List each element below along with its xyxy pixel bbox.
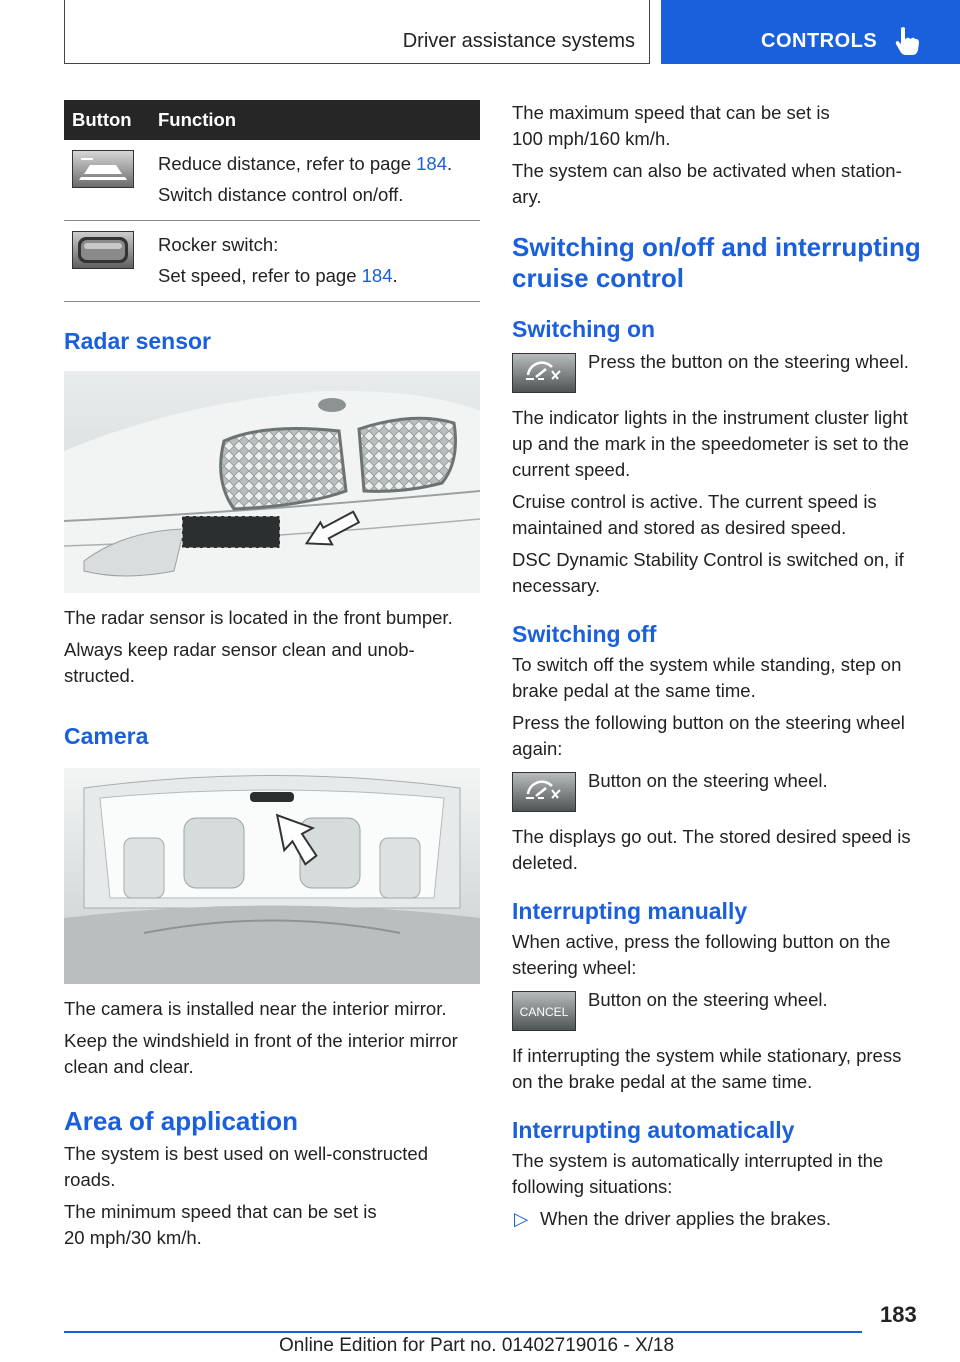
page-number: 183 bbox=[880, 1302, 917, 1327]
switching-on-button-row bbox=[512, 353, 928, 405]
table-header-function: Function bbox=[150, 100, 480, 140]
header-chapter-tab[interactable] bbox=[661, 0, 960, 64]
switching-off-p2b: again: bbox=[512, 738, 563, 759]
application-paragraph-4a: The system can also be activated when station- bbox=[512, 160, 902, 181]
radar-paragraph-2 bbox=[64, 637, 480, 689]
camera-paragraph-2b: clean and clear. bbox=[64, 1056, 194, 1077]
interrupting-manually-paragraph-1 bbox=[512, 929, 928, 981]
application-paragraph-3b: 100 mph/160 km/h. bbox=[512, 128, 671, 149]
radar-paragraph-1: The radar sensor is located in the front bumper. bbox=[64, 607, 453, 628]
switching-on-p1b: up and the mark in the speedometer is set to the bbox=[512, 433, 909, 454]
switching-on-p3a: DSC Dynamic Stability Control is switched on, if bbox=[512, 549, 904, 570]
bullet-text: When the driver applies the brakes. bbox=[540, 1208, 832, 1229]
application-paragraph-2a: The minimum speed that can be set is bbox=[64, 1201, 377, 1222]
right-column bbox=[512, 100, 928, 1232]
cancel-button-row bbox=[512, 991, 928, 1043]
pointing-hand-icon bbox=[894, 26, 920, 56]
switching-off-p3a: The displays go out. The stored desired speed is bbox=[512, 826, 911, 847]
radar-heading: Radar sensor bbox=[64, 328, 212, 354]
cancel-button-icon bbox=[512, 991, 576, 1031]
application-paragraph-3a: The maximum speed that can be set is bbox=[512, 102, 830, 123]
switching-off-p3b: deleted. bbox=[512, 852, 578, 873]
cruise-control-button-icon bbox=[512, 353, 576, 393]
camera-paragraph-1: The camera is installed near the interior mirror. bbox=[64, 998, 447, 1019]
interrupting-automatically-paragraph-1 bbox=[512, 1148, 928, 1200]
application-paragraph-4 bbox=[512, 158, 928, 210]
list-item bbox=[512, 1206, 928, 1232]
left-column bbox=[64, 100, 480, 1257]
table-row bbox=[64, 140, 480, 221]
header-section-box bbox=[64, 0, 650, 64]
page-link[interactable]: 184 bbox=[416, 153, 448, 174]
rocker-switch-button-icon bbox=[72, 231, 134, 269]
table-row bbox=[64, 221, 480, 302]
application-paragraph-3 bbox=[512, 100, 928, 152]
table-function-cell bbox=[150, 221, 480, 302]
switching-on-p1c: current speed. bbox=[512, 459, 631, 480]
switching-off-p1b: brake pedal at the same time. bbox=[512, 680, 756, 701]
function-text-end: . bbox=[447, 153, 453, 174]
cruise-control-button-icon bbox=[512, 772, 576, 812]
switching-off-p2a: Press the following button on the steering wheel bbox=[512, 712, 905, 733]
switching-on-p2a: Cruise control is active. The current speed is bbox=[512, 491, 877, 512]
switching-off-heading: Switching off bbox=[512, 621, 657, 647]
table-function-cell bbox=[150, 140, 480, 221]
header-section-title: Driver assistance systems bbox=[402, 30, 635, 52]
switching-off-button-row bbox=[512, 772, 928, 824]
distance-control-button-icon bbox=[72, 150, 134, 188]
footer-divider bbox=[64, 1331, 862, 1333]
manual-p1b: steering wheel: bbox=[512, 957, 637, 978]
footer-edition: Online Edition for Part no. 01402719016 - X/18 bbox=[279, 1335, 675, 1356]
switching-off-icon-text: Button on the steering wheel. bbox=[588, 770, 828, 791]
manual-p2b: on the brake pedal at the same time. bbox=[512, 1071, 813, 1092]
switching-on-heading: Switching on bbox=[512, 316, 656, 342]
page-link[interactable]: 184 bbox=[361, 265, 393, 286]
auto-p1b: following situations: bbox=[512, 1176, 673, 1197]
function-text: Reduce distance, refer to page bbox=[158, 153, 417, 174]
cancel-icon-text: Button on the steering wheel. bbox=[588, 989, 828, 1010]
camera-interior-mirror-illustration bbox=[64, 768, 480, 984]
switching-off-paragraph-2 bbox=[512, 710, 928, 762]
application-paragraph-1a: The system is best used on well-constructed bbox=[64, 1143, 428, 1164]
radar-paragraph-2a: Always keep radar sensor clean and unob- bbox=[64, 639, 415, 660]
application-paragraph-1b: roads. bbox=[64, 1169, 116, 1190]
switching-heading bbox=[512, 232, 928, 294]
button-function-table bbox=[64, 100, 480, 302]
switching-on-paragraph-3 bbox=[512, 547, 928, 599]
bullet-triangle-icon: ▷ bbox=[514, 1208, 529, 1229]
switching-off-paragraph-1 bbox=[512, 652, 928, 704]
switching-heading-b: cruise control bbox=[512, 263, 684, 293]
application-paragraph-1 bbox=[64, 1141, 480, 1193]
radar-paragraph-2b: structed. bbox=[64, 665, 135, 686]
switching-on-p1a: The indicator lights in the instrument cluster light bbox=[512, 407, 908, 428]
interrupting-automatically-heading: Interrupting automatically bbox=[512, 1117, 795, 1143]
switching-off-p1a: To switch off the system while standing, step on bbox=[512, 654, 902, 675]
application-heading: Area of application bbox=[64, 1106, 299, 1136]
header-chapter-title: CONTROLS bbox=[761, 30, 878, 52]
switching-on-paragraph-1 bbox=[512, 405, 928, 483]
manual-p2a: If interrupting the system while stationary, press bbox=[512, 1045, 902, 1066]
switching-on-icon-text: Press the button on the steering wheel. bbox=[588, 351, 909, 372]
cancel-label: CANCEL bbox=[519, 1005, 569, 1019]
function-text: Rocker switch: bbox=[158, 234, 279, 255]
switching-on-p3b: necessary. bbox=[512, 575, 601, 596]
table-header-button: Button bbox=[64, 100, 150, 140]
application-paragraph-2b: 20 mph/30 km/h. bbox=[64, 1227, 202, 1248]
interrupting-manually-heading: Interrupting manually bbox=[512, 898, 748, 924]
radar-sensor-front-bumper-illustration bbox=[64, 371, 480, 593]
auto-p1a: The system is automatically interrupted in the bbox=[512, 1150, 884, 1171]
camera-heading: Camera bbox=[64, 723, 149, 749]
camera-paragraph-2 bbox=[64, 1028, 480, 1080]
interrupting-manually-paragraph-2 bbox=[512, 1043, 928, 1095]
function-text-end: . bbox=[392, 265, 398, 286]
application-paragraph-2 bbox=[64, 1199, 480, 1251]
switching-on-paragraph-2 bbox=[512, 489, 928, 541]
switching-off-paragraph-3 bbox=[512, 824, 928, 876]
function-text: Set speed, refer to page bbox=[158, 265, 362, 286]
function-text: Switch distance control on/off. bbox=[158, 184, 404, 205]
switching-on-p2b: maintained and stored as desired speed. bbox=[512, 517, 847, 538]
manual-p1a: When active, press the following button on the bbox=[512, 931, 891, 952]
application-paragraph-4b: ary. bbox=[512, 186, 542, 207]
camera-paragraph-2a: Keep the windshield in front of the interior mirror bbox=[64, 1030, 458, 1051]
switching-heading-a: Switching on/off and interrupting bbox=[512, 232, 921, 262]
